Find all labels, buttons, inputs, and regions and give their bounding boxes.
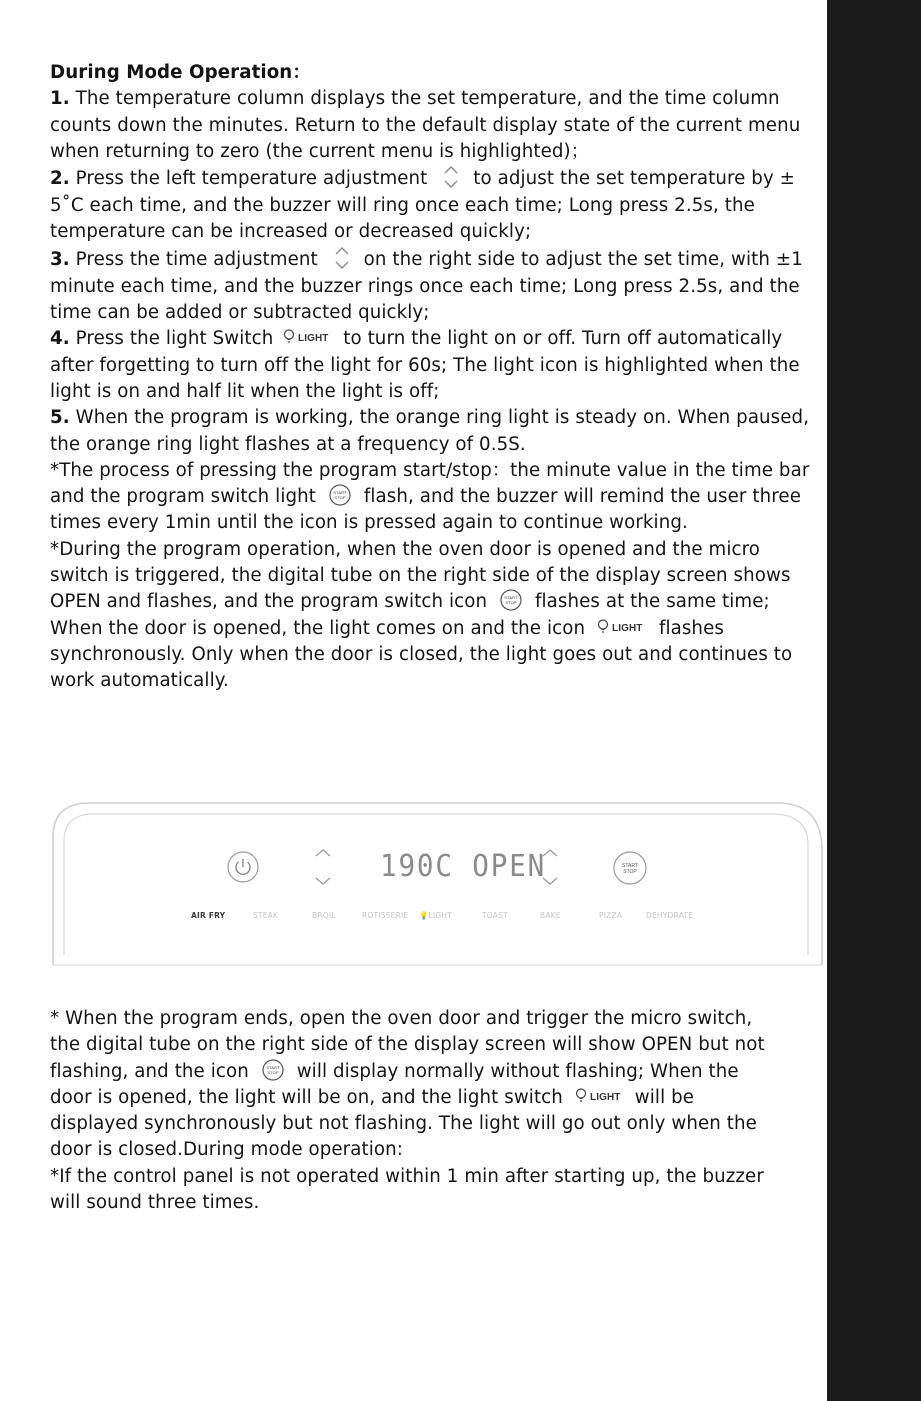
item-3 xyxy=(50,246,820,327)
item-text: on the right side to adjust the set time, with ±1 minute each time, and the buzzer rings once each time; Long press 2.5s, and the time can be added or subtracted quickly; xyxy=(50,248,803,324)
svg-text:LIGHT: LIGHT xyxy=(298,333,329,345)
start-stop-icon xyxy=(328,483,352,507)
mode-pizza[interactable]: PIZZA xyxy=(599,911,623,920)
svg-text:STOP: STOP xyxy=(623,869,637,875)
control-panel-illustration xyxy=(50,797,823,969)
note-program-end: * When the program ends, open the oven door and trigger the micro switch, the digital tube on the right side of the display screen will show OPEN but not flashing, and the icon START STOP will display normally without flashing; When the door is opened, the light will be on, and the light switch LIGHT will be displayed synchronously but not flashing. The light will go out only when the door is closed.During mode operation: xyxy=(50,1008,765,1161)
item-4 xyxy=(50,326,820,405)
page-edge-bar xyxy=(827,0,921,1401)
item-number: 2. xyxy=(50,168,70,190)
start-stop-button[interactable] xyxy=(613,851,647,889)
up-down-arrows-icon xyxy=(332,244,352,272)
mode-rotisserie[interactable]: ROTISSERIE xyxy=(362,911,409,920)
svg-text:START: START xyxy=(266,1064,280,1070)
svg-text:START: START xyxy=(504,595,518,601)
light-bulb-icon xyxy=(597,618,647,636)
svg-text:LIGHT: LIGHT xyxy=(612,622,643,634)
item-text: Press the left temperature adjustment xyxy=(69,168,428,190)
start-stop-icon xyxy=(261,1058,285,1082)
item-text: The temperature column displays the set temperature, and the time column counts down the minutes. Return to the default display state of the current menu when returning to zero (the current menu is highlighted)； xyxy=(50,88,801,162)
note-idle-buzzer: *If the control panel is not operated within 1 min after starting up, the buzzer will sound three times. xyxy=(50,1165,764,1214)
svg-text:START: START xyxy=(333,490,347,496)
mode-steak[interactable]: STEAK xyxy=(253,911,279,920)
section-title: During Mode Operation： xyxy=(50,62,311,83)
digital-display: 190C OPEN xyxy=(380,849,547,884)
item-number: 1. xyxy=(50,88,70,110)
time-adjust-arrows[interactable] xyxy=(539,847,561,891)
bottom-notes-section xyxy=(50,1006,780,1216)
item-number: 5. xyxy=(50,407,70,429)
light-bulb-icon: 💡 xyxy=(419,911,429,920)
item-1 xyxy=(50,86,820,165)
note-door-open: *During the program operation, when the oven door is opened and the micro switch is triggered, the digital tube on the right side of the display screen shows OPEN and flashes, and the program switch icon START STOP flashes at the same time; xyxy=(50,538,791,613)
svg-text:START: START xyxy=(622,863,638,869)
svg-text:STOP: STOP xyxy=(334,495,346,501)
mode-light[interactable]: 💡LIGHT xyxy=(419,911,452,920)
item-text: to adjust the set temperature by ± 5˚C each time, and the buzzer will ring once each time; Long press 2.5s, the temperature can be increased or decreased quickly; xyxy=(50,168,796,243)
start-stop-icon xyxy=(499,588,523,612)
item-number: 4. xyxy=(50,328,70,350)
item-text: When the program is working, the orange ring light is steady on. When paused, the orange ring light flashes at a frequency of 0.5S. xyxy=(50,407,810,455)
up-down-arrows-icon xyxy=(441,163,461,191)
item-number: 3. xyxy=(50,248,70,270)
mode-bake[interactable]: BAKE xyxy=(540,911,561,920)
note-light-door: When the door is opened, the light comes on and the icon LIGHT flashes synchronously. Only when the door is closed, the light goes out and continues to work automatically. xyxy=(50,617,793,692)
light-bulb-icon xyxy=(575,1087,625,1105)
mode-dehydrate[interactable]: DEHYDRATE xyxy=(646,911,694,920)
item-2 xyxy=(50,165,820,246)
note-start-stop: *The process of pressing the program start/stop：the minute value in the time bar and the program switch light START STOP flash, and the buzzer will remind the user three times every 1min until the icon is pressed again to continue working. xyxy=(50,459,810,534)
item-text: to turn the light on or off. Turn off automatically after forgetting to turn off the light for 60s; The light icon is highlighted when the light is on and half lit when the light is off; xyxy=(50,328,800,402)
mode-broil[interactable]: BROIL xyxy=(312,911,336,920)
mode-toast[interactable]: TOAST xyxy=(482,911,508,920)
temperature-adjust-arrows[interactable] xyxy=(312,847,334,891)
svg-text:STOP: STOP xyxy=(505,600,517,606)
mode-air-fry[interactable]: AIR FRY xyxy=(191,911,226,920)
svg-text:LIGHT: LIGHT xyxy=(589,1091,621,1103)
item-text: Press the time adjustment xyxy=(69,248,318,270)
item-text: Press the light Switch xyxy=(69,328,274,350)
mode-operation-section xyxy=(50,60,820,695)
light-bulb-icon xyxy=(283,328,333,346)
item-5 xyxy=(50,405,820,458)
svg-text:STOP: STOP xyxy=(267,1069,279,1075)
power-button[interactable] xyxy=(227,851,259,887)
